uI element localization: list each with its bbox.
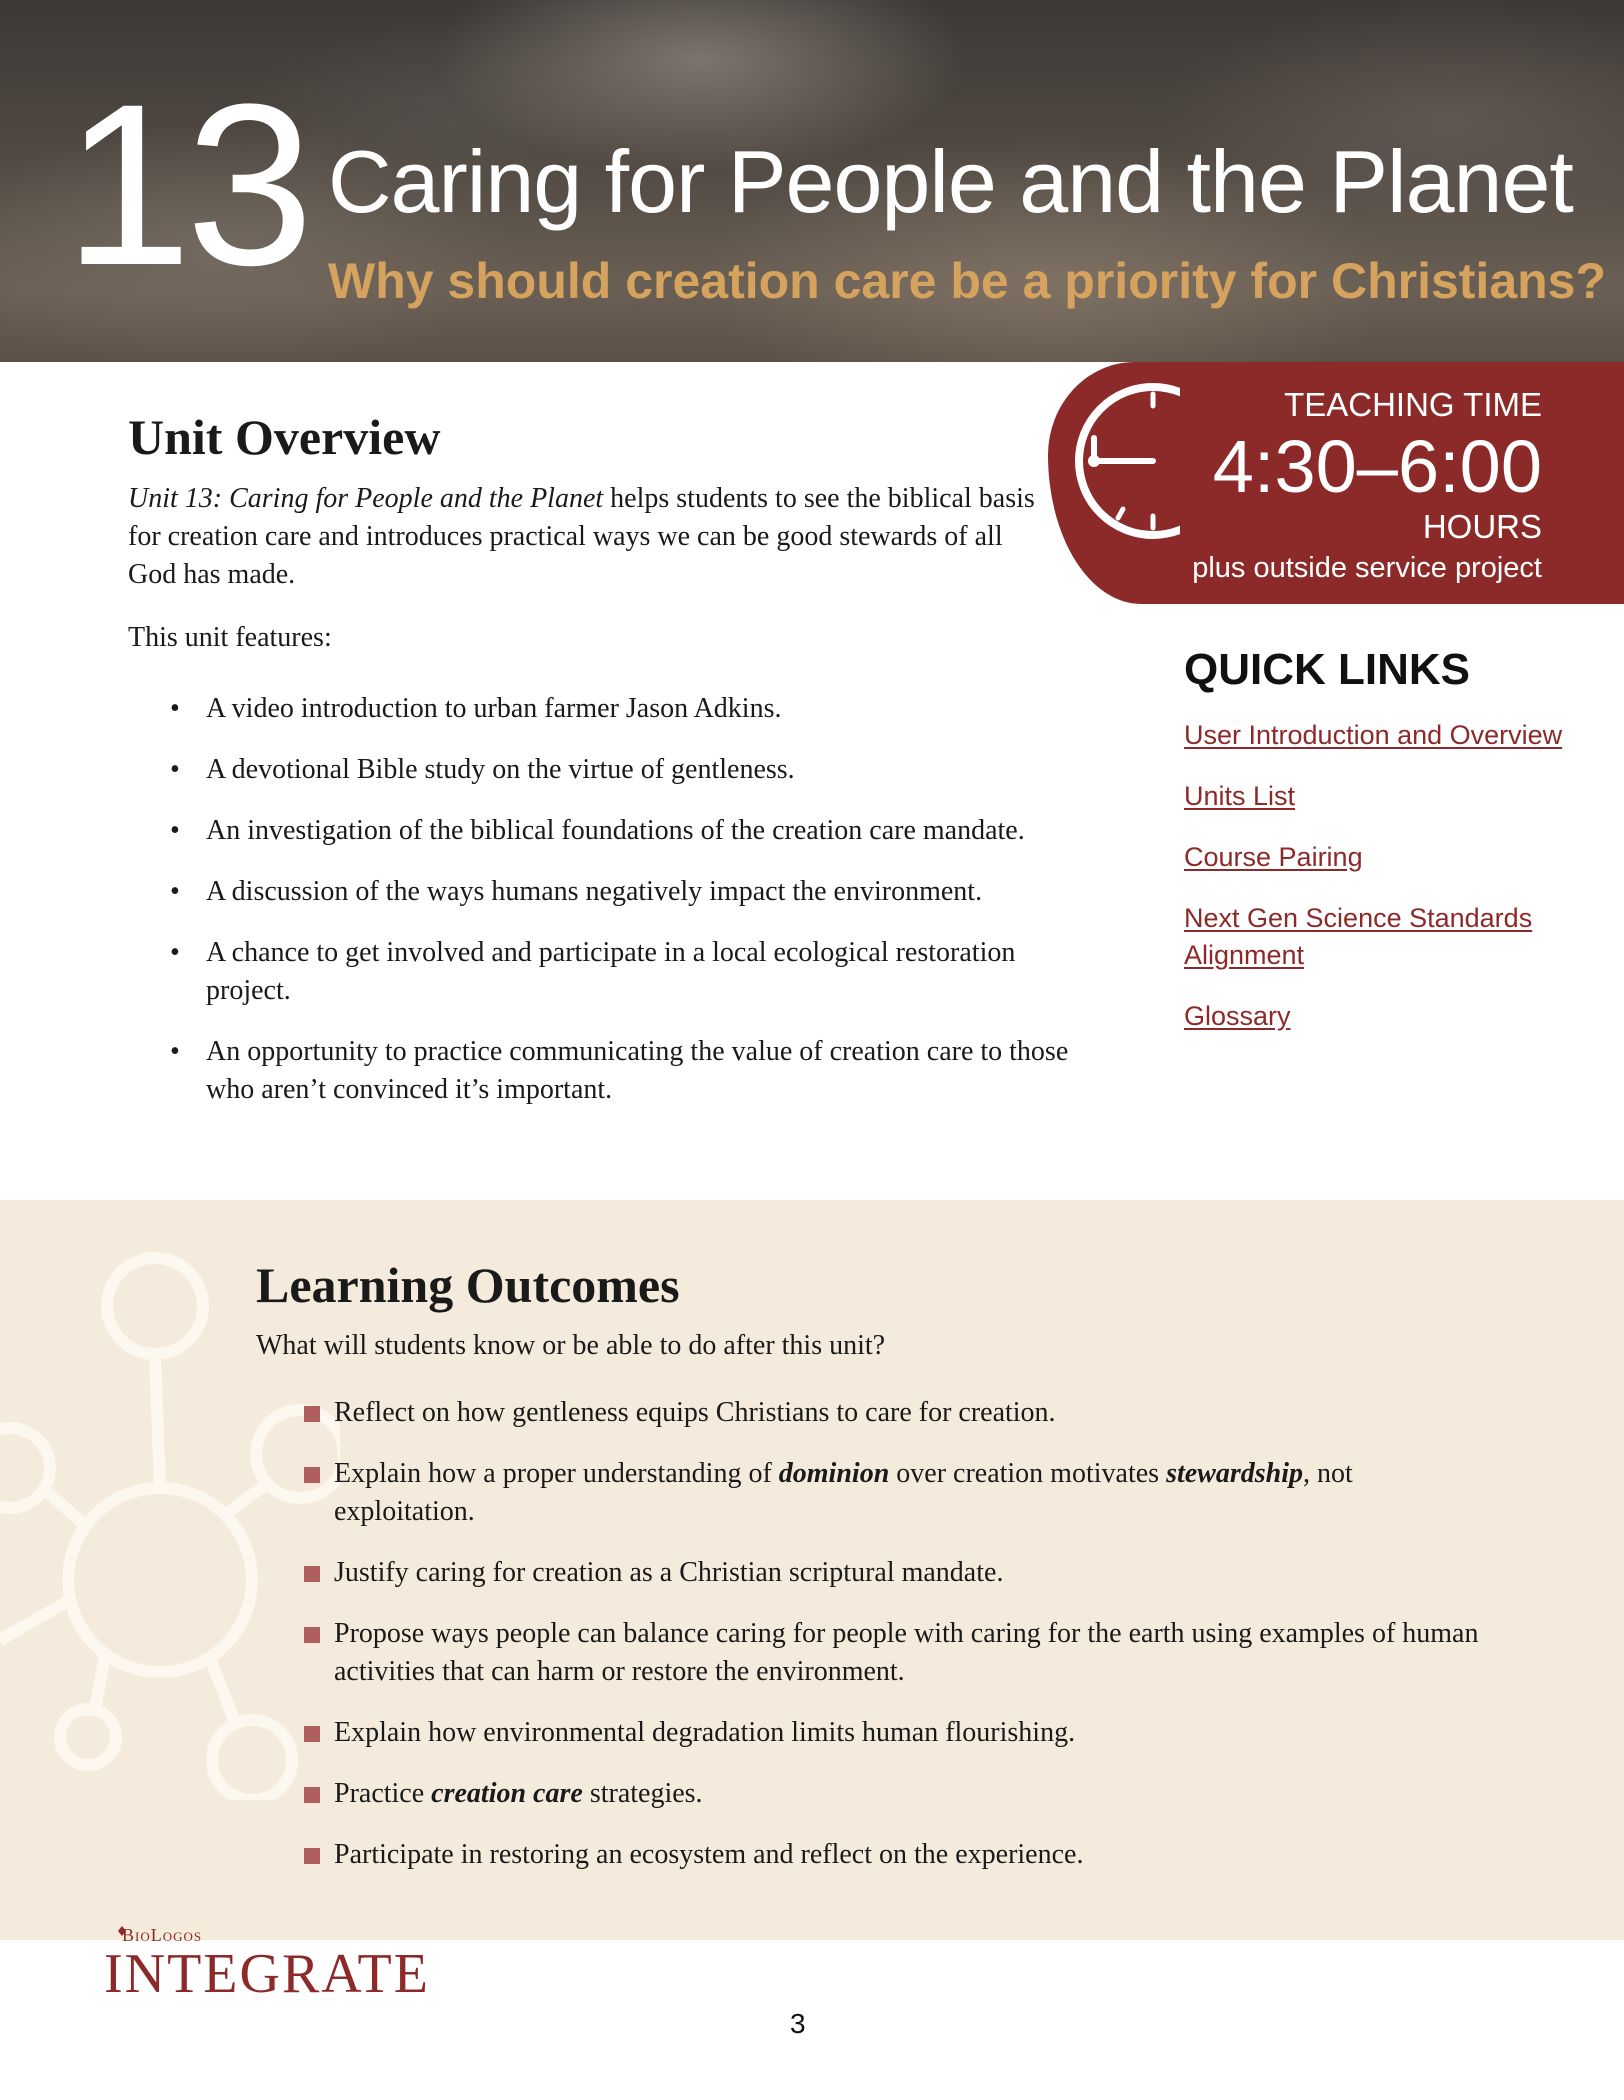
overview-heading: Unit Overview <box>128 409 441 465</box>
page-number: 3 <box>790 2008 806 2039</box>
outcome-text: Participate in restoring an ecosystem and reflect on the experience. <box>334 1839 1084 1870</box>
learning-outcomes-heading: Learning Outcomes <box>256 1257 680 1313</box>
quick-link-item <box>1184 717 1604 754</box>
units-list-link[interactable]: Units List <box>1184 781 1296 811</box>
course-pairing-link[interactable]: Course Pairing <box>1184 842 1363 872</box>
ngss-alignment-link[interactable]: Next Gen Science Standards Alignment <box>1184 903 1533 970</box>
square-bullet-icon <box>304 1726 320 1742</box>
outcome-item <box>302 1714 1482 1752</box>
feature-text: A chance to get involved and participate in a local ecological restoration project. <box>206 937 1016 1006</box>
features-list <box>170 690 1100 1132</box>
overview-intro <box>128 480 1048 594</box>
outcome-text: Explain how a proper understanding of <box>334 1458 779 1489</box>
outcome-item <box>302 1394 1482 1432</box>
feature-text: An investigation of the biblical foundations of the creation care mandate. <box>206 815 1025 846</box>
quick-link-item <box>1184 900 1604 974</box>
clock-icon <box>1058 378 1180 544</box>
square-bullet-icon <box>304 1566 320 1582</box>
logo-integrate: INTEGRATE <box>104 1943 430 2005</box>
quick-link-item <box>1184 778 1604 815</box>
outcome-item <box>302 1455 1482 1531</box>
bullet-icon: • <box>170 1036 180 1067</box>
user-introduction-link[interactable]: User Introduction and Overview <box>1184 720 1563 750</box>
overview-intro-text: helps students to see the biblical basis for creation care and introduces practical ways we can be good stewards of all God has made. <box>128 483 1035 590</box>
unit-title: Caring for People and the Planet <box>328 132 1573 231</box>
outcome-text: Justify caring for creation as a Christian scriptural mandate. <box>334 1557 1004 1588</box>
feature-text: A discussion of the ways humans negatively impact the environment. <box>206 876 983 907</box>
bullet-icon: • <box>170 754 180 785</box>
outcome-key-term: creation care <box>431 1778 583 1809</box>
outcome-item <box>302 1554 1482 1592</box>
outcome-text: Practice <box>334 1778 432 1809</box>
feature-item <box>170 690 1100 728</box>
feature-item <box>170 1033 1100 1109</box>
teaching-time-label: TEACHING TIME <box>1284 386 1542 423</box>
logo-biologos: BioLogos <box>122 1925 203 1945</box>
header-banner <box>0 0 1624 362</box>
teaching-time-unit: HOURS <box>1422 508 1542 545</box>
outcome-text: Propose ways people can balance caring for people with caring for the earth using examples of human activities that can harm or restore the environment. <box>334 1618 1479 1687</box>
teaching-time-value: 4:30–6:00 <box>1212 425 1542 508</box>
outcome-text: Reflect on how gentleness equips Christians to care for creation. <box>334 1397 1056 1428</box>
square-bullet-icon <box>304 1627 320 1643</box>
feature-item <box>170 934 1100 1010</box>
outcome-key-term: stewardship <box>1166 1458 1303 1489</box>
outcome-item <box>302 1775 1482 1813</box>
unit-number: 13 <box>64 56 308 313</box>
bullet-icon: • <box>170 937 180 968</box>
feature-text: A devotional Bible study on the virtue of gentleness. <box>206 754 795 785</box>
glossary-link[interactable]: Glossary <box>1184 1001 1291 1031</box>
unit-subtitle: Why should creation care be a priority for Christians? <box>328 253 1607 309</box>
overview-intro-unit-name: Unit 13: Caring for People and the Planet <box>128 483 604 514</box>
bullet-icon: • <box>170 876 180 907</box>
feature-text: An opportunity to practice communicating the value of creation care to those who aren’t convinced it’s important. <box>206 1036 1069 1105</box>
quick-links-list <box>1184 717 1604 1059</box>
feature-item <box>170 751 1100 789</box>
outcome-text: , not exploitation. <box>334 1458 1353 1527</box>
quick-link-item <box>1184 998 1604 1035</box>
square-bullet-icon <box>304 1848 320 1864</box>
features-intro: This unit features: <box>128 622 332 653</box>
outcome-text: Explain how environmental degradation limits human flourishing. <box>334 1717 1076 1748</box>
bullet-icon: • <box>170 815 180 846</box>
outcome-item <box>302 1836 1482 1874</box>
quick-links-heading: QUICK LINKS <box>1184 645 1470 694</box>
feature-item <box>170 873 1100 911</box>
outcome-item <box>302 1615 1482 1691</box>
square-bullet-icon <box>304 1467 320 1483</box>
outcome-text: strategies. <box>582 1778 703 1809</box>
outcome-key-term: dominion <box>778 1458 890 1489</box>
square-bullet-icon <box>304 1406 320 1422</box>
feature-item <box>170 812 1100 850</box>
learning-outcomes-list <box>302 1394 1482 1897</box>
molecule-decoration-icon <box>0 1240 340 1800</box>
square-bullet-icon <box>304 1787 320 1803</box>
learning-outcomes-question: What will students know or be able to do after this unit? <box>256 1330 886 1361</box>
outcome-text: over creation motivates <box>889 1458 1167 1489</box>
quick-link-item <box>1184 839 1604 876</box>
bullet-icon: • <box>170 693 180 724</box>
teaching-time-note: plus outside service project <box>1192 552 1542 584</box>
feature-text: A video introduction to urban farmer Jason Adkins. <box>206 693 782 724</box>
